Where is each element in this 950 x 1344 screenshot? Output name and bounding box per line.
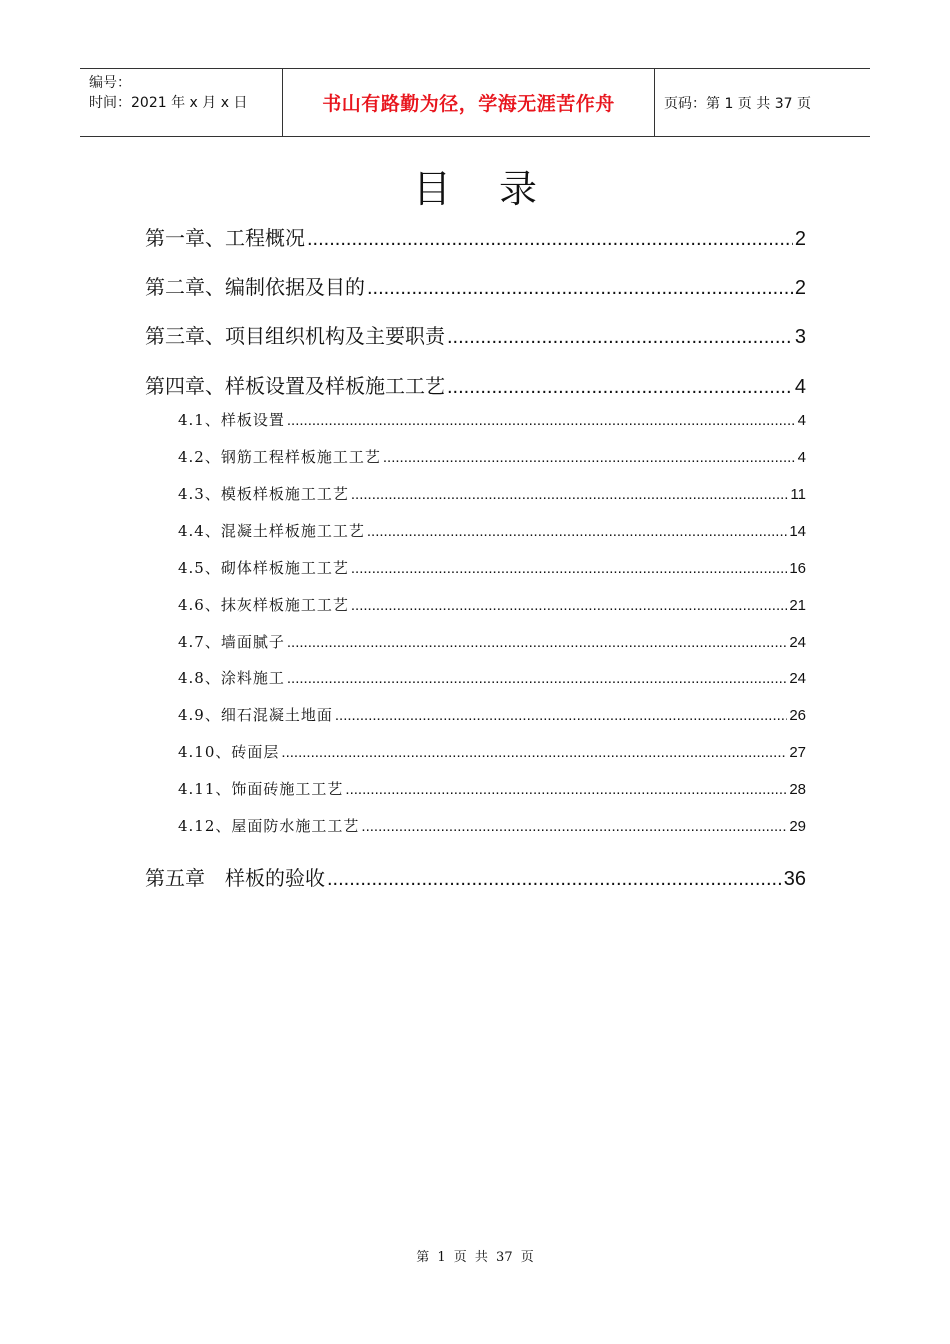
toc-leader: [351, 560, 787, 577]
toc-entry-section-4-9[interactable]: [178, 704, 806, 725]
toc-entry-label: 第四章、样板设置及样板施工工艺: [145, 374, 445, 398]
toc-entry-section-4-4[interactable]: [178, 520, 806, 541]
toc-entry-label: 4.7、墙面腻子: [178, 633, 285, 651]
toc-entry-chapter-2[interactable]: [145, 271, 806, 300]
toc-entry-page: 21: [789, 597, 806, 614]
header-time-label: 时间：2021 年 x 月 x 日: [89, 95, 248, 111]
header-number-label: 编号：: [89, 75, 131, 91]
toc-entry-label: 4.1、样板设置: [178, 411, 285, 429]
toc-leader: [367, 277, 793, 300]
toc-leader: [367, 523, 787, 540]
header-motto: 书山有路勤为径，学海无涯苦作舟: [282, 69, 655, 136]
toc-entry-page: 2: [794, 228, 806, 250]
toc-leader: [281, 744, 787, 761]
toc-entry-label: 4.5、砌体样板施工工艺: [178, 559, 349, 577]
toc-leader: [447, 376, 793, 399]
toc-entry-label: 4.4、混凝土样板施工工艺: [178, 522, 365, 540]
toc-leader: [383, 449, 796, 466]
toc-leader: [351, 486, 789, 503]
toc-entry-page: 4: [797, 412, 806, 429]
toc-entry-page: 24: [789, 634, 806, 651]
toc-entry-page: 16: [789, 560, 806, 577]
toc-entry-page: 27: [789, 744, 806, 761]
page-footer: 第 1 页 共 37 页: [416, 1250, 534, 1265]
toc-entry-section-4-12[interactable]: [178, 815, 806, 836]
toc-entry-page: 26: [789, 707, 806, 724]
toc-entry-page: 2: [794, 277, 806, 299]
toc-entry-label: 4.9、细石混凝土地面: [178, 706, 333, 724]
toc-leader: [287, 670, 787, 687]
toc-entry-section-4-8[interactable]: [178, 667, 806, 688]
toc-entry-section-4-7[interactable]: [178, 631, 806, 652]
toc-leader: [287, 412, 796, 429]
toc-entry-chapter-5[interactable]: [145, 862, 806, 891]
toc-entry-label: 第三章、项目组织机构及主要职责: [145, 324, 445, 348]
toc-title: 目 录: [412, 167, 556, 211]
toc-entry-section-4-10[interactable]: [178, 741, 806, 762]
toc-entry-page: 29: [789, 818, 806, 835]
toc-entry-label: 第一章、工程概况: [145, 226, 305, 250]
toc-entry-label: 4.8、涂料施工: [178, 669, 285, 687]
toc-leader: [287, 634, 787, 651]
toc-entry-chapter-1[interactable]: [145, 222, 806, 251]
toc-entry-label: 4.3、模板样板施工工艺: [178, 485, 349, 503]
toc-entry-label: 4.10、砖面层: [178, 743, 280, 761]
toc-leader: [447, 326, 793, 349]
toc-entry-label: 4.6、抹灰样板施工工艺: [178, 596, 349, 614]
toc-entry-section-4-3[interactable]: [178, 483, 806, 504]
toc-entry-page: 28: [789, 781, 806, 798]
toc-entry-page: 14: [789, 523, 806, 540]
header-page-info: 页码：第 1 页 共 37 页: [664, 95, 811, 112]
toc-entry-page: 4: [794, 376, 806, 398]
toc-leader: [351, 597, 787, 614]
toc-entry-page: 36: [783, 868, 806, 890]
toc-entry-label: 4.12、屋面防水施工工艺: [178, 817, 360, 835]
toc-entry-label: 4.2、钢筋工程样板施工工艺: [178, 448, 381, 466]
toc-entry-section-4-2[interactable]: [178, 446, 806, 467]
toc-entry-page: 4: [797, 449, 806, 466]
toc-entry-page: 3: [794, 326, 806, 348]
toc-leader: [307, 228, 793, 251]
toc-leader: [345, 781, 787, 798]
toc-entry-page: 11: [790, 486, 806, 503]
toc-entry-chapter-3[interactable]: [145, 320, 806, 349]
toc-entry-section-4-5[interactable]: [178, 557, 806, 578]
toc-entry-label: 第五章 样板的验收: [145, 866, 325, 890]
toc-entry-page: 24: [789, 670, 806, 687]
toc-leader: [361, 818, 787, 835]
toc-entry-section-4-1[interactable]: [178, 409, 806, 430]
toc-entry-section-4-6[interactable]: [178, 594, 806, 615]
toc-entry-section-4-11[interactable]: [178, 778, 806, 799]
toc-leader: [335, 707, 787, 724]
toc-leader: [327, 868, 782, 891]
toc-entry-label: 4.11、饰面砖施工工艺: [178, 780, 344, 798]
toc-entry-chapter-4[interactable]: [145, 370, 806, 399]
toc-entry-label: 第二章、编制依据及目的: [145, 275, 365, 299]
